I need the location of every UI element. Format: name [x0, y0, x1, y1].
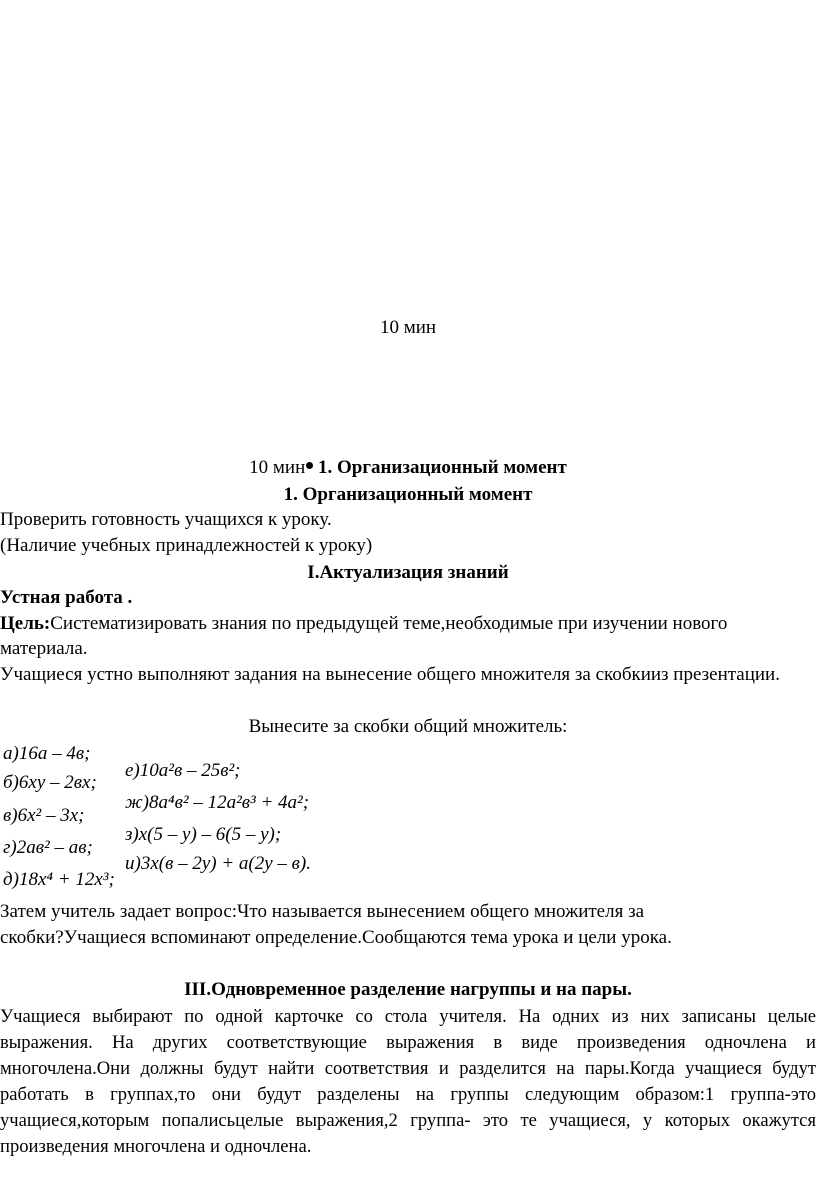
exercise-g: [3, 837, 93, 859]
exercise-expression: 18х⁴ + 12х³;: [18, 869, 115, 890]
exercise-label: ж): [125, 792, 150, 813]
question-line-1: Затем учитель задает вопрос:Что называется вынесением общего множителя за: [0, 901, 645, 922]
exercise-i: [125, 853, 311, 875]
section1-line-2: (Наличие учебных принадлежностей к уроку): [0, 535, 373, 556]
exercise-b: [3, 772, 97, 794]
exercise-label: а): [3, 743, 19, 764]
bullet-icon: [306, 462, 313, 469]
exercise-expression: 16а – 4в;: [18, 743, 91, 764]
exercise-label: г): [3, 837, 17, 858]
exercise-zh: [125, 792, 309, 814]
exercise-label: в): [3, 805, 18, 826]
goal-text-continued: материала.: [0, 638, 88, 659]
task-title: Вынесите за скобки общий множитель:: [248, 716, 568, 737]
section1-line-1: Проверить готовность учащихся к уроку.: [0, 509, 332, 530]
timer-label: 10 мин: [379, 317, 437, 338]
exercise-z: [125, 824, 281, 846]
goal-text: Систематизировать знания по предыдущей теме,необходимые при изучении нового: [50, 613, 728, 634]
section1-bullet-title: 1. Организационный момент: [318, 457, 567, 478]
exercise-expression: 2ав² – ав;: [16, 837, 93, 858]
exercise-expression: 10а²в – 25в²;: [139, 760, 241, 781]
goal-line: [0, 613, 727, 635]
section3-paragraph: Учащиеся выбирают по одной карточке со стола учителя. На одних из них записаны целые выражения. На других соответствующие выражения в виде произведения одночлена и многочлена.Они должны будут найти соответствия и разделится на пары.Когда учащиеся будут работать в группах,то они будут разделены на группы следующим образом:1 группа-это учащиеся,которым попалисьцелые выражения,2 группа- это те учащиеся, у которых окажутся произведения многочлена и одночлена.: [0, 1006, 816, 1157]
exercise-label: д): [3, 869, 19, 890]
exercise-v: [3, 805, 84, 827]
students-oral-task: Учащиеся устно выполняют задания на вынесение общего множителя за скобкииз презентации.: [0, 664, 780, 685]
exercise-expression: 3х(в – 2у) + а(2у – в).: [140, 853, 312, 874]
oral-work-label: Устная работа .: [0, 587, 133, 608]
exercise-expression: х(5 – у) – 6(5 – у);: [138, 824, 282, 845]
exercise-label: б): [3, 772, 19, 793]
exercise-label: з): [125, 824, 139, 845]
section2-heading: I.Актуализация знаний: [307, 562, 509, 583]
exercise-label: и): [125, 853, 141, 874]
section1-timer-line: [0, 457, 816, 479]
question-line-2: скобки?Учащиеся вспоминают определение.Сообщаются тема урока и цели урока.: [0, 927, 672, 948]
section3-heading: III.Одновременное разделение нагруппы и на пары.: [184, 979, 632, 1000]
section1-timer: 10 мин: [249, 457, 306, 478]
exercise-expression: 8а⁴в² – 12а²в³ + 4а²;: [149, 792, 310, 813]
exercise-a: [3, 743, 90, 765]
exercise-expression: 6ху – 2вх;: [18, 772, 97, 793]
exercise-label: е): [125, 760, 140, 781]
exercise-expression: 6х² – 3х;: [17, 805, 85, 826]
section1-heading: 1. Организационный момент: [283, 484, 533, 505]
exercise-d: [3, 869, 115, 891]
goal-label: Цель:: [0, 613, 51, 634]
exercise-e: [125, 760, 240, 782]
